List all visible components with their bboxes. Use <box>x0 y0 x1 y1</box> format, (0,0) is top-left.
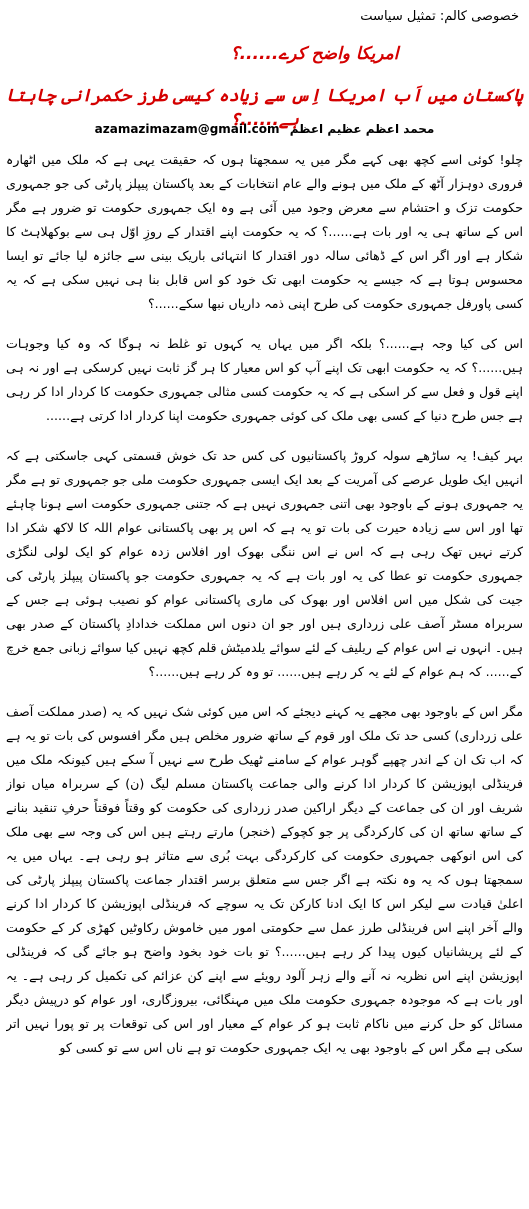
article-paragraph-1: چلو! کوئی اسے کچھ بھی کہے مگر میں یہ سمجھتا ہوں کہ حقیقت یہی ہے کہ ملک میں اٹھارہ فروری دوہزار آٹھ کے ملک میں ہونے والے عام انتخابات کے بعد پاکستان پیپلز پارٹی کی جو جمہوری حکومت تزک و احتشام سے معرض وجود میں آئی ہے وہ ایک جمہوری حکومت تو ضرور ہے مگر اس کے ساتھ ہی یہ اور بات ہے......؟ کہ یہ حکومت اپنے اقتدار کے روزِ اوّل ہی سے بوکھلاہٹ کا شکار ہے اور اگر اس کے ڈھائی سالہ دور اقتدار کا انتہائی باریک بینی سے جائزہ لیا جائے تو ایسا محسوس ہوتا ہے کہ جیسے یہ حکومت ابھی تک خود کو اس قابل بنا ہی نہیں سکی ہے کہ یہ کسی پاورفل جمہوری حکومت کی طرح اپنی ذمہ داریاں نبھا سکے......؟ <box>6 152 523 311</box>
author-name: محمد اعظم عظیم اعظم <box>289 122 435 136</box>
column-kicker: خصوصی کالم: تمثیل سیاست <box>360 9 519 24</box>
headline-line-2: پاکستان میں اَب امریکا اِس سے زیادہ کیسی طرز حکمرانی چاہتا ہے......؟ <box>5 86 524 130</box>
article-paragraph-2: اس کی کیا وجہ ہے......؟ بلکہ اگر میں یہاں یہ کہوں تو غلط نہ ہوگا کہ وہ کیا وجوہات ہیں......؟ کہ یہ حکومت ابھی تک اپنے آپ کو اس معیار کا ہر گز ثابت نہیں کرسکی ہے اور نہ ہی اپنے قول و فعل سے کر اسکی ہے کہ یہ حکومت کسی مثالی جمہوری حکومت کا کردار ادا کر رہی ہے جس طرح دنیا کے کسی بھی ملک کی کوئی جمہوری حکومت اپنا کردار ادا کرتی ہے...... <box>6 336 523 423</box>
headline-line-1: امریکا واضح کرے......؟ <box>230 44 399 64</box>
article-body <box>6 148 523 1205</box>
article-paragraph-3: بہر کیف! یہ ساڑھے سولہ کروڑ پاکستانیوں کی کس حد تک خوش قسمتی کہی جاسکتی ہے کہ انہیں ایک طویل عرصے کی آمریت کے بعد ایک ایسی جمہوری حکومت ملی جو جمہوری تو ہے مگر یہ جمہوری ہونے کے باوجود بھی اتنی جمہوری نہیں ہے کہ جتنی جمہوری حکومت اسے ہونا چاہئے تھا اور اس سے زیادہ حیرت کی بات تو یہ ہے کہ اس پر بھی پاکستانی عوام اللہ کا لاکھ شکر ادا کرتے نہیں تھک رہی ہے کہ اس نے اس ننگی بھوک اور افلاس زدہ عوام کو ایک لولی لنگڑی جمہوری حکومت تو عطا کی یہ اور بات ہے کہ یہ جمہوری حکومت جو پاکستان پیپلز پارٹی کی جیت کی شکل میں اس افلاس اور بھوک کی ماری پاکستانی عوام کو نصیب ہوئی ہے جس کے سربراہ مسٹر آصف علی زرداری ہیں اور جو ان دنوں اس مملکت خدادادِ پاکستان کے صدر بھی ہیں۔ انہوں نے اس عوام کے ریلیف کے لئے سوائے یلدمیٹش قلم کچھ نہیں کیا سوائے زبانی جمع خرچ کے...... کہ ہم عوام کے لئے یہ کر رہے ہیں...... تو وہ کر رہے ہیں......؟ <box>6 448 523 679</box>
article-paragraph-4: مگر اس کے باوجود بھی مجھے یہ کہنے دیجئے کہ اس میں کوئی شک نہیں کہ یہ (صدر مملکت آصف علی زرداری) کسی حد تک ملک اور قوم کے ساتھ ضرور مخلص ہیں مگر افسوس کی بات تو یہ ہے کہ اب تک ان کے اندر چھپے گوہر عوام کے سامنے ٹھیک طرح سے نہیں آ سکے ہیں کیونکہ ملک میں فرینڈلی اپوزیشن کا کردار ادا کرنے والی جماعت پاکستان مسلم لیگ (ن) کے سربراہ میاں نواز شریف اور ان کی جماعت کے دیگر اراکین صدر زرداری کی حکومت کو وقتاً فوقتاً حرفِ تنقید بنانے کے ساتھ ساتھ ان کی کارکردگی پر جو کچوکے (خنجر) مارتے رہتے ہیں اس کی وجہ سے بھی ملک کی اس انوکھی جمہوری حکومت کی کارکردگی بہت بُری سے متاثر ہو رہی ہے۔ یہاں میں یہ سمجھتا ہوں کہ یہ وہ نکتہ ہے اگر جس سے متعلق برسر اقتدار جماعت پاکستان پیپلز پارٹی کی اعلیٰ قیادت سے لیکر اس کا ایک ادنا کارکن تک یہ سوچے کہ فرینڈلی اپوزیشن کا کردار ادا کرنے والے آخر اپنے اس فرینڈلی طرز عمل سے حکومتی امور میں خاموش رکاوٹیں کھڑی کر کے حکومت کے لئے پریشانیاں کیوں پیدا کر رہے ہیں......؟ تو بات خود بخود واضح ہو جائے گی کہ فرینڈلی اپوزیشن اپنے اس نظریہ نہ آنے والے زہر آلود رویئے سے اپنے کن عزائم کی تکمیل کر رہی ہے۔ یہ اور بات ہے کہ موجودہ جمہوری حکومت ملک میں مہنگائی، بیروزگاری، اور عوام کو درپیش دیگر مسائل کو حل کرنے میں ناکام ثابت ہو کر عوام کے معیار اور اس کی توقعات پر تو پورا نہیں اتر سکی ہے مگر اس کے باوجود بھی یہ ایک جمہوری حکومت تو ہے ناں اس سے تو کسی کو <box>6 704 523 1055</box>
byline <box>0 120 529 138</box>
author-email[interactable]: azamazimazam@gmail.com <box>94 122 280 136</box>
